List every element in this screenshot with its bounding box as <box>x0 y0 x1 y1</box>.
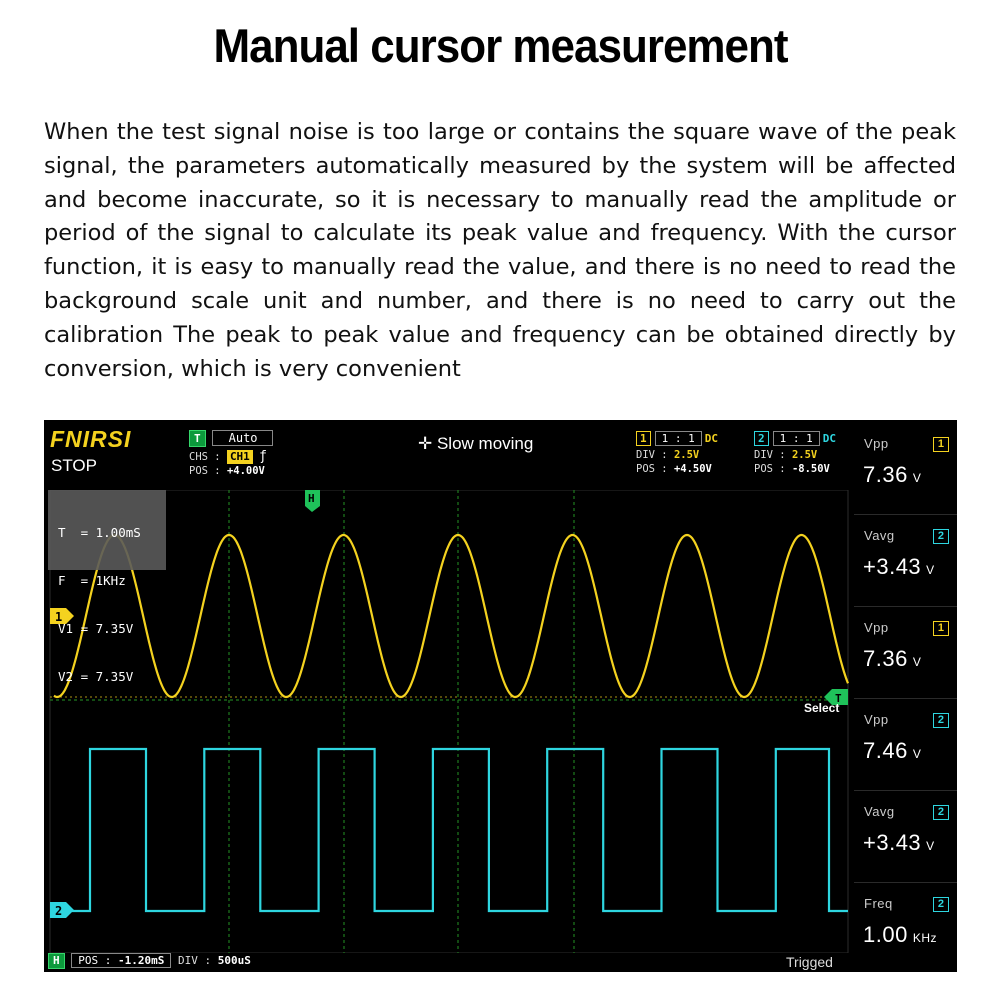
chs-label: CHS : <box>189 451 221 463</box>
ch1-div-value: 2.5V <box>673 449 700 461</box>
cursor-readout <box>48 490 166 684</box>
ch2-div-value: 2.5V <box>791 449 818 461</box>
ch1-div-label: DIV : <box>636 449 668 461</box>
trigger-pos-value: +4.00V <box>226 465 265 477</box>
measurement-separator <box>854 514 957 515</box>
ch1-marker-label: 1 <box>55 610 63 624</box>
measurement-label: Vpp <box>864 620 889 635</box>
move-mode[interactable]: ✛ Slow moving <box>418 434 534 453</box>
measurement-unit: V <box>912 471 922 485</box>
measurement-unit: V <box>912 655 922 669</box>
horizontal-pos[interactable] <box>71 953 171 968</box>
measurement-cell[interactable] <box>854 796 957 883</box>
measurement-cell[interactable] <box>854 888 957 972</box>
ch2-marker-label: 2 <box>55 904 63 918</box>
measurement-unit: V <box>926 839 935 853</box>
measurement-label: Freq <box>864 896 893 911</box>
plot-frame <box>50 490 848 953</box>
measurement-value: +3.43 V <box>863 554 935 579</box>
measurement-label: Vpp <box>864 712 889 727</box>
cursor-period: T = 1.00mS <box>58 525 141 540</box>
trigger-edge-icon: ƒ <box>259 449 267 464</box>
measurement-cell[interactable] <box>854 612 957 699</box>
intro-paragraph: When the test signal noise is too large or contains the square wave of the peak signal, the parameters automatically measured by the system will be affected and become inaccurate, so it is necessary to manually read the amplitude or period of the signal to calculate its peak value and frequency. With the cursor function, it is easy to manually read the value, and there is no need to read the background scale unit and number, and there is no need to carry out the calibration The peak to peak value and frequency can be obtained directly by conversion, which is very convenient <box>44 119 956 382</box>
measurement-cell[interactable] <box>854 520 957 607</box>
ch2-pos-value: -8.50V <box>791 463 830 475</box>
measurement-unit: KHz <box>912 931 937 945</box>
horizontal-pos-label: POS : <box>78 954 112 967</box>
trigger-pos-label: POS : <box>189 465 221 477</box>
measurement-value: +3.43 V <box>863 830 935 855</box>
page-title: Manual cursor measurement <box>213 19 788 73</box>
ch2-coupling[interactable]: DC <box>822 432 836 445</box>
measurement-separator <box>854 606 957 607</box>
ch1-waveform <box>54 535 848 697</box>
measurement-label: Vavg <box>864 804 895 819</box>
select-label[interactable]: Select <box>804 701 840 715</box>
ch2-waveform <box>54 749 848 911</box>
ch2-ratio[interactable]: 1 : 1 <box>773 431 820 446</box>
measurement-channel: 2 <box>933 713 949 728</box>
measurement-value: 7.36 V <box>863 462 922 487</box>
timebase-div-label: DIV : <box>177 954 212 967</box>
measurement-channel: 1 <box>933 621 949 636</box>
measurement-value: 7.36 V <box>863 646 922 671</box>
cursor-frequency: F = 1KHz <box>58 573 126 588</box>
measurement-value: 1.00 KHz <box>863 922 937 947</box>
measurement-channel: 2 <box>933 805 949 820</box>
trigger-source[interactable]: CH1 <box>227 450 253 464</box>
h-marker-label: H <box>308 492 315 505</box>
trigger-marker-label: T <box>835 692 842 705</box>
trigger-status: Trigged <box>786 954 833 970</box>
run-state[interactable]: STOP <box>51 456 97 475</box>
measurement-separator <box>854 698 957 699</box>
measurement-channel: 2 <box>933 897 949 912</box>
ch1-panel[interactable] <box>636 429 718 476</box>
measurement-separator <box>854 882 957 883</box>
brand-logo: FNIRSI <box>50 426 132 452</box>
oscilloscope-screen <box>44 420 957 972</box>
measurement-value: 7.46 V <box>863 738 922 763</box>
ch2-badge: 2 <box>754 431 769 446</box>
measurement-cell[interactable] <box>854 428 957 515</box>
ch1-coupling[interactable]: DC <box>704 432 718 445</box>
trigger-badge: T <box>189 430 206 447</box>
ch1-pos-value: +4.50V <box>673 463 712 475</box>
measurement-label: Vpp <box>864 436 889 451</box>
ch1-badge: 1 <box>636 431 651 446</box>
ch2-pos-label: POS : <box>754 463 786 475</box>
timebase-div-value: 500uS <box>217 954 251 967</box>
ch1-ratio[interactable]: 1 : 1 <box>655 431 702 446</box>
measurement-channel: 2 <box>933 529 949 544</box>
horizontal-pos-value: -1.20mS <box>118 954 165 967</box>
trigger-panel[interactable] <box>189 429 273 478</box>
measurement-cell[interactable] <box>854 704 957 791</box>
measurement-label: Vavg <box>864 528 895 543</box>
measurement-channel: 1 <box>933 437 949 452</box>
ch1-pos-label: POS : <box>636 463 668 475</box>
ch2-panel[interactable] <box>754 429 836 476</box>
ch2-div-label: DIV : <box>754 449 786 461</box>
cursor-v2: V2 = 7.35V <box>58 669 134 684</box>
measurement-separator <box>854 790 957 791</box>
measurement-unit: V <box>912 747 922 761</box>
timebase-bar[interactable] <box>44 953 854 972</box>
cursor-v1: V1 = 7.35V <box>58 621 134 636</box>
measurement-unit: V <box>926 563 935 577</box>
trigger-mode[interactable]: Auto <box>212 430 273 446</box>
horizontal-badge: H <box>48 953 65 969</box>
